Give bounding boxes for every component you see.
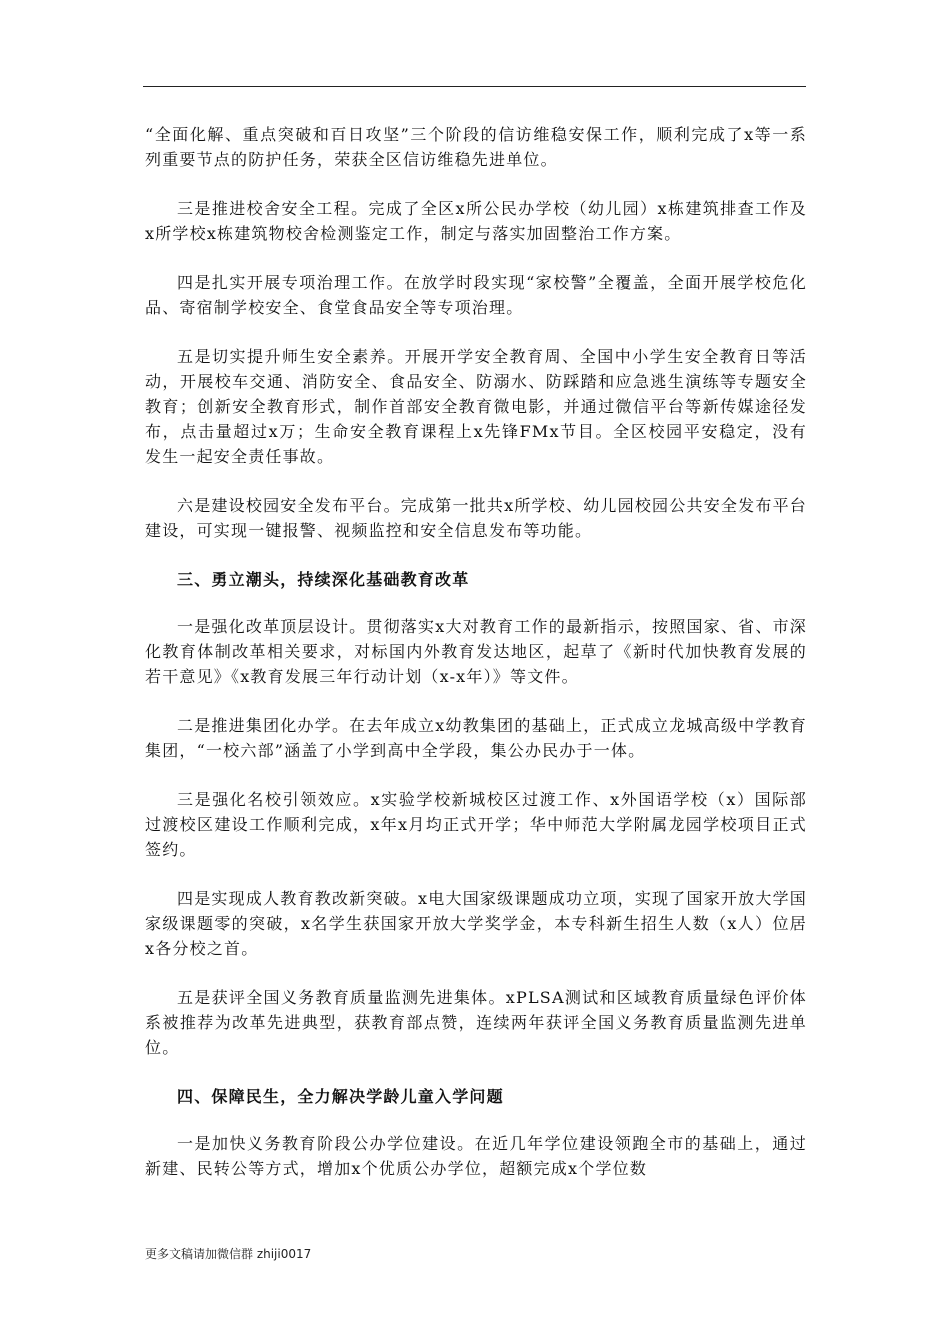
section-heading-4: 四、保障民生，全力解决学龄儿童入学问题 [177,1087,504,1106]
paragraph-special-governance: 四是扎实开展专项治理工作。在放学时段实现“家校警”全覆盖，全面开展学校危化品、寄宿制学校安全、食堂食品安全等专项治理。 [145,273,807,317]
paragraph-continuation: “全面化解、重点突破和百日攻坚”三个阶段的信访维稳安保工作，顺利完成了x等一系列重要节点的防护任务，荣获全区信访维稳先进单位。 [145,125,807,169]
paragraph-public-school-seats: 一是加快义务教育阶段公办学位建设。在近几年学位建设领跑全市的基础上，通过新建、民转公等方式，增加x个优质公办学位，超额完成x个学位数 [145,1134,807,1178]
paragraph-safety-literacy: 五是切实提升师生安全素养。开展开学安全教育周、全国中小学生安全教育日等活动，开展校车交通、消防安全、食品安全、防溺水、防踩踏和应急逃生演练等专题安全教育；创新安全教育形式，制作首部安全教育微电影，并通过微信平台等新传媒途径发布，点击量超过x万；生命安全教育课程上x先锋FMx节目。全区校园平安稳定，没有发生一起安全责任事故。 [145,347,807,466]
page-footer: 更多文稿请加微信群 zhiji0017 [145,1247,312,1261]
paragraph-adult-education: 四是实现成人教育教改新突破。x电大国家级课题成功立项，实现了国家开放大学国家级课题零的突破，x名学生获国家开放大学奖学金，本专科新生招生人数（x人）位居x各分校之首。 [145,889,807,958]
paragraph-group-schooling: 二是推进集团化办学。在去年成立x幼教集团的基础上，正式成立龙城高级中学教育集团，“一校六部”涵盖了小学到高中全学段，集公办民办于一体。 [145,716,807,760]
paragraph-school-building-safety: 三是推进校舍安全工程。完成了全区x所公民办学校（幼儿园）x栋建筑排查工作及x所学校x栋建筑物校舍检测鉴定工作，制定与落实加固整治工作方案。 [145,199,807,243]
paragraph-famous-schools: 三是强化名校引领效应。x实验学校新城校区过渡工作、x外国语学校（x）国际部过渡校区建设工作顺利完成，x年x月均正式开学；华中师范大学附属龙园学校项目正式签约。 [145,790,807,859]
paragraph-quality-monitoring: 五是获评全国义务教育质量监测先进集体。xPLSA测试和区域教育质量绿色评价体系被推荐为改革先进典型，获教育部点赞，连续两年获评全国义务教育质量监测先进单位。 [145,988,807,1057]
paragraph-reform-design: 一是强化改革顶层设计。贯彻落实x大对教育工作的最新指示，按照国家、省、市深化教育体制改革相关要求，对标国内外教育发达地区，起草了《新时代加快教育发展的若干意见》《x教育发展三年行动计划（x-x年）》等文件。 [145,617,807,686]
paragraph-safety-platform: 六是建设校园安全发布平台。完成第一批共x所学校、幼儿园校园公共安全发布平台建设，可实现一键报警、视频监控和安全信息发布等功能。 [145,496,807,540]
document-body [145,122,807,1181]
section-heading-3: 三、勇立潮头，持续深化基础教育改革 [177,570,470,589]
header-rule [143,86,806,87]
